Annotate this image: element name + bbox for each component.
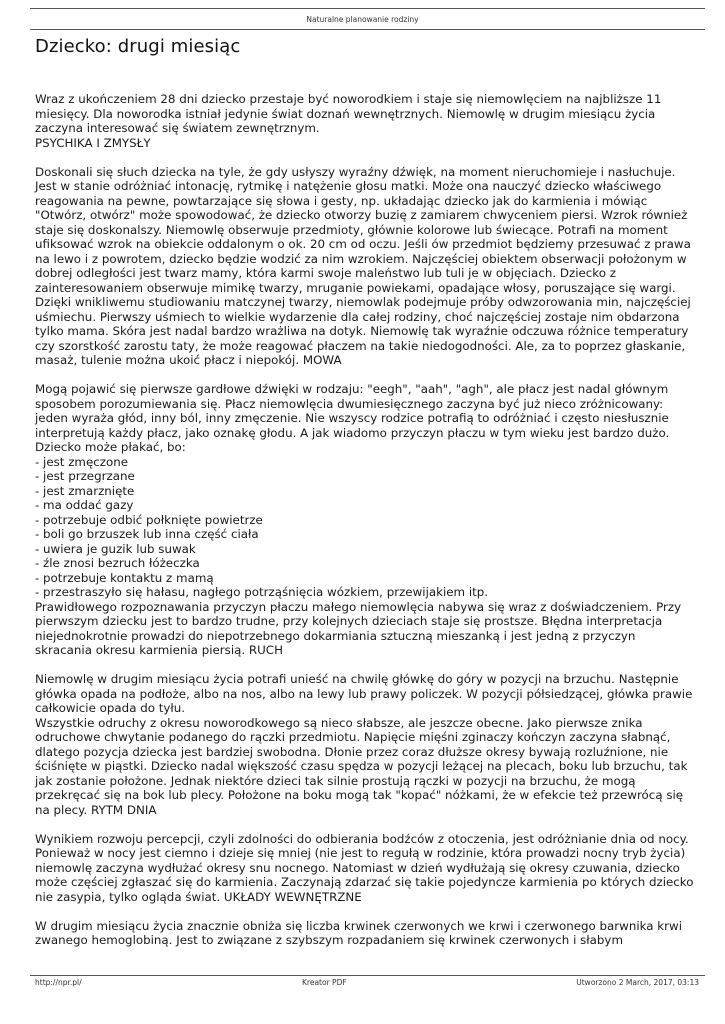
paragraph-gap — [35, 150, 695, 165]
list-item: - źle znosi bezruch łóżeczka — [35, 556, 200, 570]
list-item: - jest zmęczone — [35, 454, 129, 469]
page-title: Dziecko: drugi miesiąc — [35, 36, 241, 57]
paragraph-gap — [35, 817, 695, 832]
list-item: - potrzebuje odbić połknięte powietrze — [35, 512, 263, 527]
list-item: - przestraszyło się hałasu, nagłego potrząśnięcia wózkiem, przewijakiem itp. — [35, 585, 489, 599]
footer-created-date: Utworzono 2 March, 2017, 03:13 — [576, 978, 699, 987]
paragraph: Wynikiem rozwoju percepcji, czyli zdolności do odbierania bodźców z otoczenia, jest odróżnianie dnia od nocy. Ponieważ w nocy jest ciemno i dzieje się mniej (nie jest to regułą w rodzinie, która prowadzi nocny tryb życia) niemowlę zaczyna wydłużać okresy snu nocnego. Natomiast w dzień wydłużają się okresy czuwania, dziecko może częściej zgłaszać się do karmienia. Zaczynają zdarzać się takie pojedyncze karmienia po których dziecko nie zasypia, tylko ogląda świat. UKŁADY WEWNĘTRZNE — [35, 831, 694, 904]
footer — [30, 975, 705, 987]
footer-generator: Kreator PDF — [302, 978, 347, 987]
paragraph: Prawidłowego rozpoznawania przyczyn płaczu małego niemowlęcia nabywa się wraz z doświadczeniem. Przy pierwszym dziecku jest to bardzo trudne, przy kolejnych dzieciach staje się prostsze. Błędna interpretacja niejednokrotnie prowadzi do niepotrzebnego dokarmiania sztuczną mieszanką i jest jedną z przyczyn skracania okresu karmienia piersią. RUCH — [35, 599, 682, 657]
paragraph-gap — [35, 368, 695, 383]
paragraph: PSYCHIKA I ZMYSŁY — [35, 135, 151, 150]
paragraph: Wraz z ukończeniem 28 dni dziecko przestaje być noworodkiem i staje się niemowlęciem na najbliższe 11 miesięcy. Dla noworodka istniał jedynie świat doznań wewnętrznych. Niemowlę w drugim miesiącu życia zaczyna interesować się światem zewnętrznym. — [35, 92, 662, 135]
paragraph: W drugim miesiącu życia znacznie obniża się liczba krwinek czerwonych we krwi i czerwonego barwnika krwi zwanego hemoglobiną. Jest to związane z szybszym rozpadaniem się krwinek czerwonych i słabym — [35, 918, 683, 947]
paragraph-gap — [35, 658, 695, 673]
paragraph: Wszystkie odruchy z okresu noworodkowego są nieco słabsze, ale jeszcze obecne. Jako pierwsze znika odruchowe chwytanie podanego do rączki przedmiotu. Napięcie mięśni zginaczy kończyn zaczyna słabnąć, dlatego pozycja dziecka jest bardziej swobodna. Dłonie przez coraz dłuższe okresy bywają rozluźnione, nie ściśnięte w piąstki. Dziecko nadal większość czasu spędza w pozycji leżącej na plecach, boku lub brzuchu, tak jak zostanie położone. Jednak niektóre dzieci tak silnie prostują rączki w pozycji na brzuchu, że mogą przekręcać się na bok lub plecy. Położone na boku mogą tak "kopać" nóżkami, że w efekcie też przewrócą się na plecy. RYTM DNIA — [35, 715, 688, 817]
article-body — [35, 92, 695, 948]
list-item: - boli go brzuszek lub inna część ciała — [35, 527, 259, 541]
list-item: - jest przegrzane — [35, 469, 135, 483]
site-title: Naturalne planowanie rodziny — [306, 15, 419, 24]
footer-url: http://npr.pl/ — [35, 978, 82, 987]
list-item: - jest zmarznięte — [35, 483, 135, 498]
list-item: - uwiera je guzik lub suwak — [35, 541, 196, 556]
paragraph: Niemowlę w drugim miesiącu życia potrafi unieść na chwilę główkę do góry w pozycji na brzuchu. Następnie główka opada na podłoże, albo na nos, albo na lewy lub prawy policzek. W pozycji półsiedzącej, główka prawie całkowicie opada do tyłu. — [35, 672, 693, 715]
paragraph-gap — [35, 904, 695, 919]
list-item: - potrzebuje kontaktu z mamą — [35, 570, 214, 585]
paragraph: Doskonali się słuch dziecka na tyle, że gdy usłyszy wyraźny dźwięk, na moment nieruchomieje i nasłuchuje. Jest w stanie odróżniać intonację, rytmikę i natężenie głosu matki. Może ona nauczyć dziecko właściwego reagowania na pewne, powtarzające się słowa i gesty, np. układając dziecko jak do karmienia i mówiąc "Otwórz, otwórz" może spowodować, że dziecko otworzy buzię z zamiarem chwyceniem piersi. Wzrok również staje się doskonalszy. Niemowlę obserwuje przedmioty, głównie kolorowe lub świecące. Potrafi na moment ufiksować wzrok na obiekcie oddalonym o ok. 20 cm od oczu. Jeśli ów przedmiot będziemy przesuwać z prawa na lewo i z powrotem, dziecko będzie wodzić za nim wzrokiem. Najczęściej obiektem obserwacji położonym w dobrej odległości jest twarz mamy, która karmi swoje maleństwo lub tuli je w objęciach. Dziecko z zainteresowaniem obserwuje mimikę twarzy, mruganie powiekami, opadające włosy, poruszające się wargi. Dzięki wnikliwemu studiowaniu matczynej twarzy, niemowlak podejmuje próby odwzorowania min, najczęściej uśmiechu. Pierwszy uśmiech to wielkie wydarzenie dla całej rodziny, choć najczęściej zostaje nim obdarzona tylko mama. Skóra jest nadal bardzo wrażliwa na dotyk. Niemowlę tak wyraźnie odczuwa różnice temperatury czy szorstkość zarostu taty, że może reagować płaczem na takie niedogodności. Ale, za to poprzez głaskanie, masaż, tulenie można ukoić płacz i niepokój. MOWA — [35, 164, 691, 367]
paragraph: Mogą pojawić się pierwsze gardłowe dźwięki w rodzaju: "eegh", "aah", "agh", ale płacz jest nadal głównym sposobem porozumiewania się. Płacz niemowlęcia dwumiesięcznego zaczyna być już nieco zróżnicowany: jeden wyraża głód, inny ból, inny zmęczenie. Nie wszyscy rodzice potrafią to odróżniać i często niesłusznie interpretują każdy płacz, jako oznakę głodu. A jak wiadomo przyczyn płaczu w tym wieku jest bardzo dużo. Dziecko może płakać, bo: — [35, 382, 670, 454]
list-item: - ma oddać gazy — [35, 498, 134, 512]
